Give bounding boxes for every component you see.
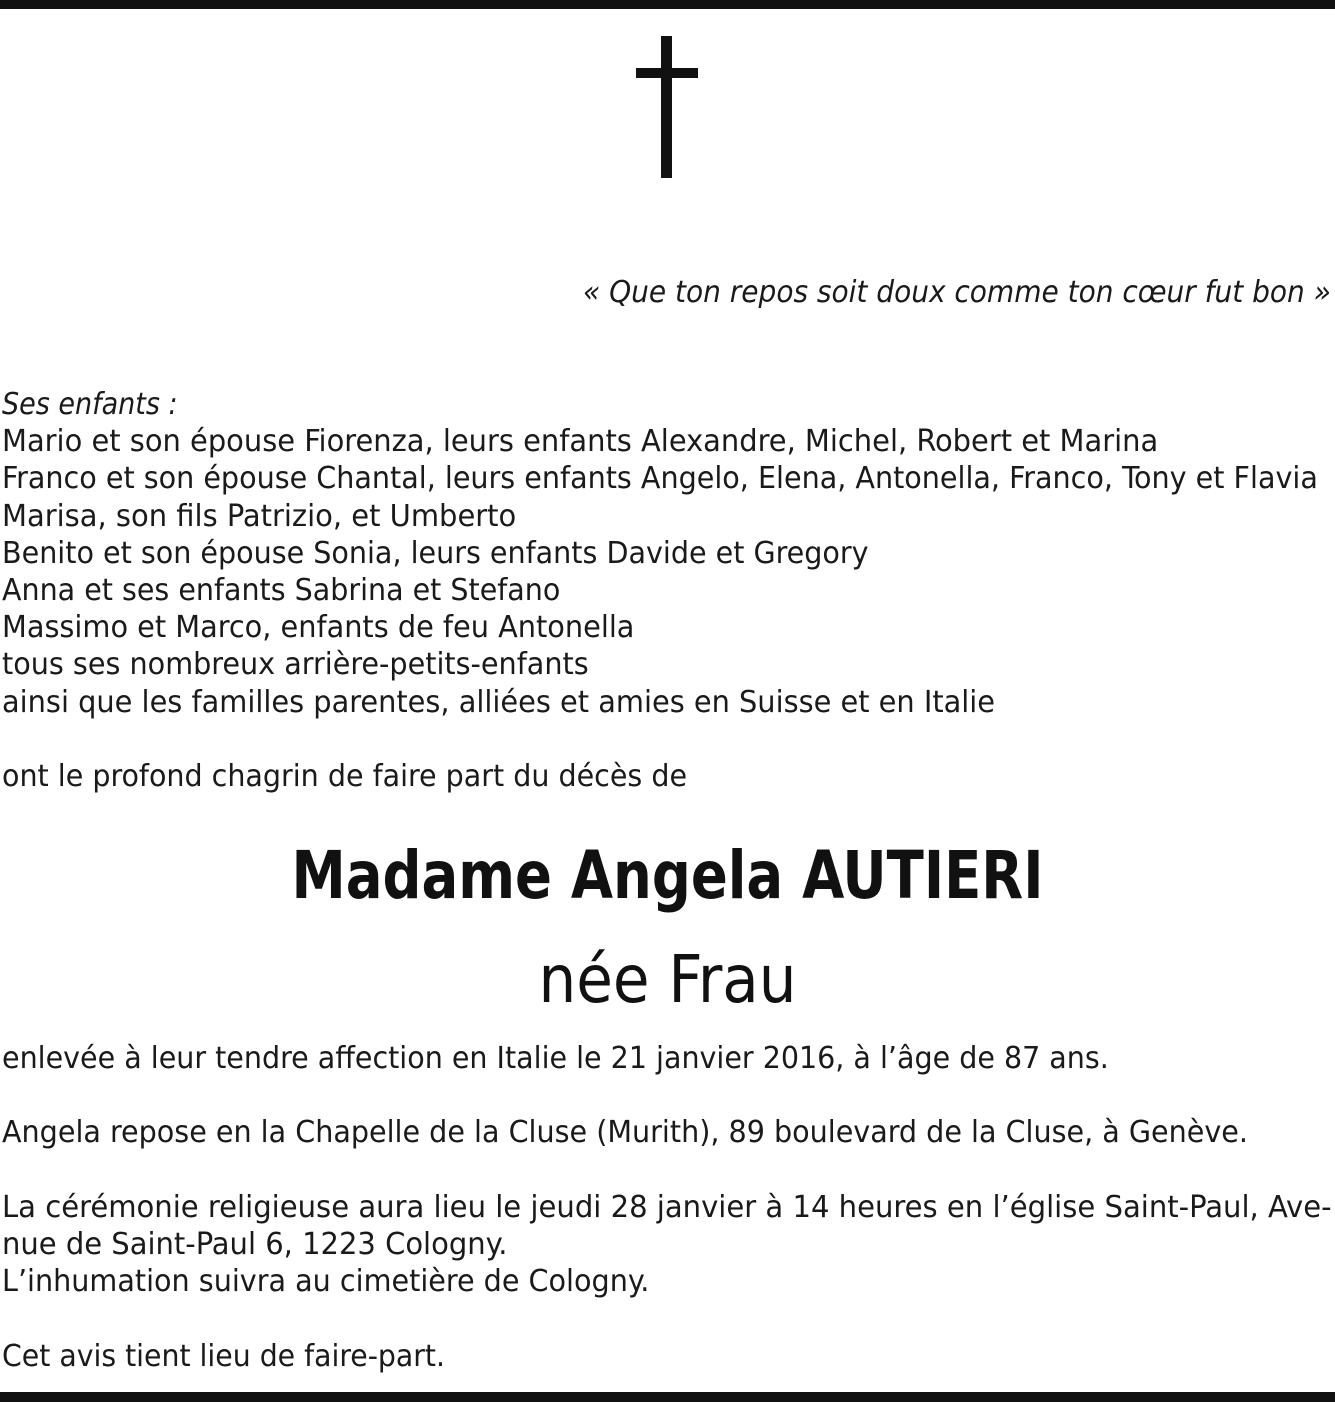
top-border-rule <box>0 0 1335 9</box>
family-line: ainsi que les familles parentes, alliées et amies en Suisse et en Italie <box>2 685 996 720</box>
ceremony-text-line2: nue de Saint-Paul 6, 1223 Cologny. <box>2 1227 508 1262</box>
family-line: Anna et ses enfants Sabrina et Stefano <box>2 573 561 608</box>
resting-place: Angela repose en la Chapelle de la Cluse (Murith), 89 boulevard de la Cluse, à Genève. <box>2 1115 1248 1150</box>
burial-text: L’inhumation suivra au cimetière de Cologny. <box>2 1264 650 1299</box>
family-heading: Ses enfants : <box>2 387 178 422</box>
family-line: Franco et son épouse Chantal, leurs enfants Angelo, Elena, Antonella, Franco, Tony et Flavia <box>2 461 1318 496</box>
announcement-text: ont le profond chagrin de faire part du décès de <box>2 759 688 794</box>
family-line: Mario et son épouse Fiorenza, leurs enfants Alexandre, Michel, Robert et Marina <box>2 424 1159 459</box>
bottom-border-rule <box>0 1392 1335 1402</box>
death-notice: enlevée à leur tendre affection en Italie le 21 janvier 2016, à l’âge de 87 ans. <box>2 1041 1109 1076</box>
ceremony-text-line1: La cérémonie religieuse aura lieu le jeudi 28 janvier à 14 heures en l’église Saint-Paul, Ave- <box>2 1190 1332 1225</box>
deceased-name: Madame Angela AUTIERI <box>291 837 1044 914</box>
family-line: Benito et son épouse Sonia, leurs enfants Davide et Gregory <box>2 536 869 571</box>
family-line: Massimo et Marco, enfants de feu Antonella <box>2 610 635 645</box>
maiden-name: née Frau <box>538 941 797 1018</box>
family-line: Marisa, son fils Patrizio, et Umberto <box>2 499 517 534</box>
closing-text: Cet avis tient lieu de faire-part. <box>2 1339 446 1374</box>
cross-vertical-bar <box>661 36 672 178</box>
epitaph-quote: « Que ton repos soit doux comme ton cœur fut bon » <box>583 275 1331 310</box>
cross-icon <box>636 36 698 178</box>
cross-horizontal-bar <box>636 68 698 78</box>
family-line: tous ses nombreux arrière-petits-enfants <box>2 647 589 682</box>
